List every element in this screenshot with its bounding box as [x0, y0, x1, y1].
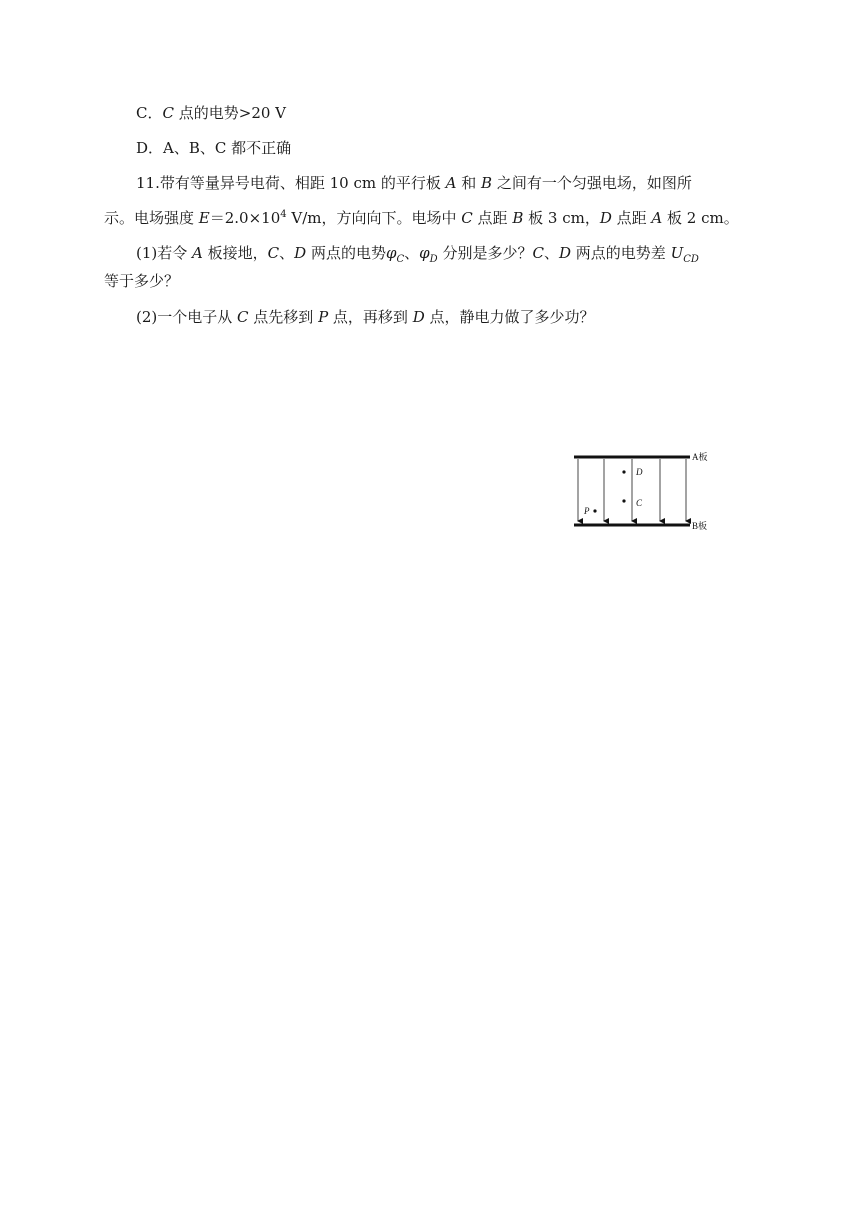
subscript: D: [429, 254, 438, 265]
subscript: C: [396, 254, 405, 265]
q-text: 带有等量异号电荷、相距 10 cm 的平行板: [159, 174, 446, 192]
option-d-label: D．: [136, 139, 164, 157]
option-d: [136, 138, 291, 158]
q-text: ＝2.0×10: [209, 209, 281, 227]
var-p: P: [318, 308, 329, 326]
var-c: C: [267, 244, 280, 262]
label-d: D: [636, 467, 643, 477]
question-11-line-1: [136, 173, 692, 193]
var-c: C: [237, 308, 249, 326]
q-text: 、: [279, 244, 295, 262]
q-text: 两点的电势: [306, 244, 386, 262]
q-text: 板 2 cm。: [662, 209, 739, 227]
option-c-label: C．: [136, 104, 163, 122]
option-c-text: 点的电势>20 V: [178, 104, 287, 122]
var-u: U: [670, 244, 684, 262]
label-p: P: [584, 506, 590, 516]
label-plate-a: A板: [692, 452, 708, 462]
var-a: A: [651, 209, 663, 227]
q-text: 分别是多少？: [437, 244, 533, 262]
q-text: 点距: [472, 209, 513, 227]
var-d: D: [294, 244, 307, 262]
q-text: 示。电场强度: [104, 209, 199, 227]
option-d-text: A、B、C 都不正确: [163, 139, 292, 157]
var-e: E: [198, 209, 210, 227]
q-text: 等于多少？: [104, 272, 180, 290]
sub-question-1: [136, 243, 699, 263]
option-c-var: C: [162, 104, 174, 122]
parallel-plate-field-diagram: [570, 448, 720, 538]
q-text: 、: [404, 244, 420, 262]
label-plate-b: B板: [692, 521, 708, 531]
subscript: CD: [683, 254, 699, 265]
var-d: D: [599, 209, 612, 227]
point-c-dot: [622, 499, 625, 502]
question-11-line-2: [104, 208, 739, 228]
q-text: 和: [456, 174, 482, 192]
var-b: B: [481, 174, 493, 192]
q-text: 、: [543, 244, 559, 262]
point-p-dot: [593, 509, 596, 512]
var-b: B: [512, 209, 524, 227]
option-c: [136, 103, 286, 123]
sub-question-1-cont: [104, 271, 179, 291]
label-c: C: [636, 498, 643, 508]
var-c: C: [461, 209, 473, 227]
var-a: A: [445, 174, 457, 192]
q-text: 点，静电力做了多少功？: [424, 308, 595, 326]
var-d: D: [412, 308, 425, 326]
q-text: 点距: [611, 209, 652, 227]
exponent: 4: [280, 209, 287, 220]
var-c: C: [532, 244, 544, 262]
q-text: V/m，方向向下。电场中: [286, 209, 462, 227]
var-phi: φ: [419, 244, 430, 262]
q-text: 板接地，: [202, 244, 268, 262]
q-text: 之间有一个匀强电场，如图所: [492, 174, 692, 192]
point-d-dot: [622, 470, 625, 473]
sub-question-2: [136, 307, 595, 327]
var-d: D: [558, 244, 572, 262]
var-phi: φ: [385, 244, 397, 262]
q-text: (1)若令: [136, 244, 193, 262]
q-text: (2)一个电子从: [136, 308, 238, 326]
q-text: 板 3 cm，: [523, 209, 600, 227]
q-text: 点先移到: [248, 308, 319, 326]
var-a: A: [192, 244, 203, 262]
q-text: 点，再移到: [328, 308, 413, 326]
question-number: 11.: [136, 174, 160, 192]
q-text: 两点的电势差: [571, 244, 671, 262]
